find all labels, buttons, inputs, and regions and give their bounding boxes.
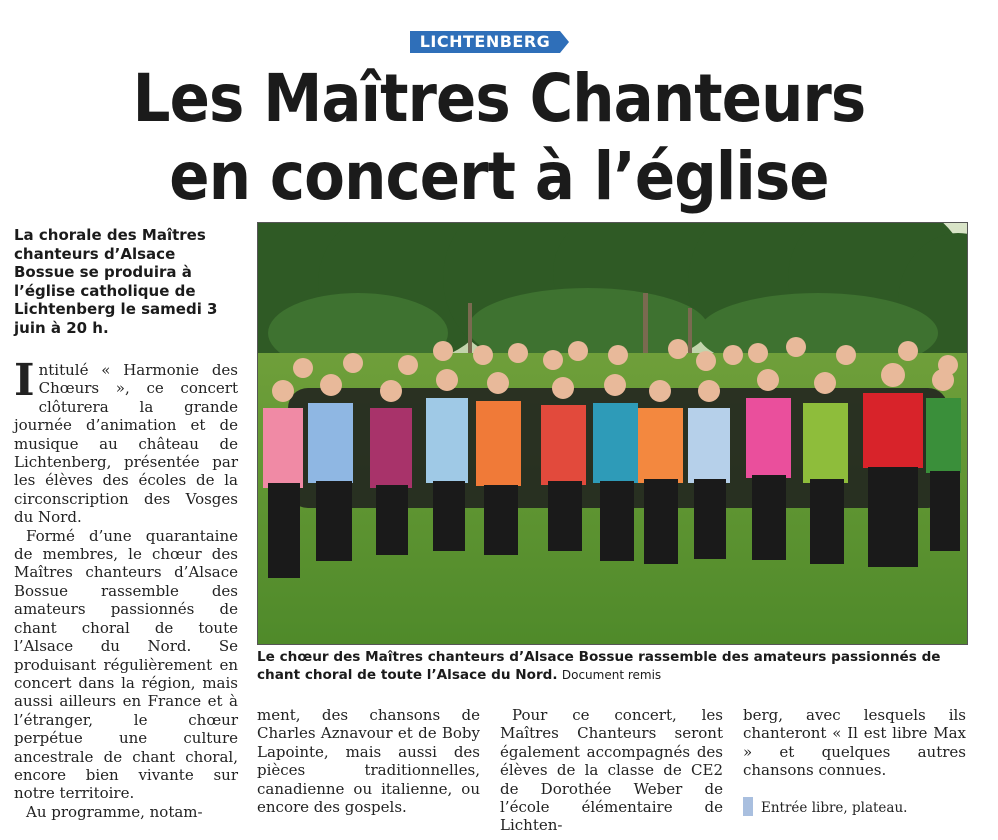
- info-box: [743, 797, 966, 819]
- headline-line-2: en concert à l’église: [169, 138, 829, 215]
- photo-credit: Document remis: [561, 668, 662, 682]
- article-column-1: [14, 355, 238, 821]
- drop-cap: I: [14, 355, 35, 406]
- lead-paragraph: La chorale des Maîtres chanteurs d’Alsace Bossue se produira à l’église catholique de Lichtenberg le samedi 3 juin à 20 h.: [14, 226, 218, 337]
- article-column-4: berg, avec lesquels ils chanteront « Il est libre Max » et quelques autres chansons connues.: [743, 706, 966, 780]
- section-tag: LICHTENBERG: [410, 31, 560, 53]
- info-text: Entrée libre, plateau.: [761, 800, 908, 816]
- info-bar: [743, 797, 753, 816]
- photo-caption: [257, 648, 966, 684]
- paragraph-2: Formé d’une quarantaine de membres, le chœur des Maîtres chanteurs d’Alsace Bossue rassemble des amateurs passionnés de chant choral de toute l’Alsace du Nord. Se produisant régulièrement en concert dans la région, mais aussi ailleurs en France et à l’étranger, le chœur perpétue une culture ancestrale de chant choral, encore bien vivante sur notre territoire.: [14, 526, 238, 803]
- paragraph-1-text: ntitulé « Harmonie des Chœurs », ce concert clôturera la grande journée d’animation et de musique au château de Lichtenberg, présentée par les élèves des écoles de la circonscription des Vosges du Nord.: [14, 361, 238, 527]
- paragraph-1: [14, 355, 238, 527]
- headline-line-1: Les Maîtres Chanteurs: [132, 60, 866, 137]
- caption-text: Le chœur des Maîtres chanteurs d’Alsace Bossue rassemble des amateurs passionnés de chant choral de toute l’Alsace du Nord.: [257, 649, 941, 683]
- article-column-3: Pour ce concert, les Maîtres Chanteurs seront également accompagnés des élèves de la classe de CE2 de Dorothée Weber de l’école élémentaire de Lichten-: [500, 706, 723, 835]
- article-column-2: ment, des chansons de Charles Aznavour et de Boby Lapointe, mais aussi des pièces traditionnelles, canadienne ou italienne, ou encore des gospels.: [257, 706, 480, 817]
- paragraph-3-start: Au programme, notam-: [26, 802, 203, 821]
- choir-photo: [257, 222, 968, 645]
- choir-photo-illustration: [258, 223, 967, 644]
